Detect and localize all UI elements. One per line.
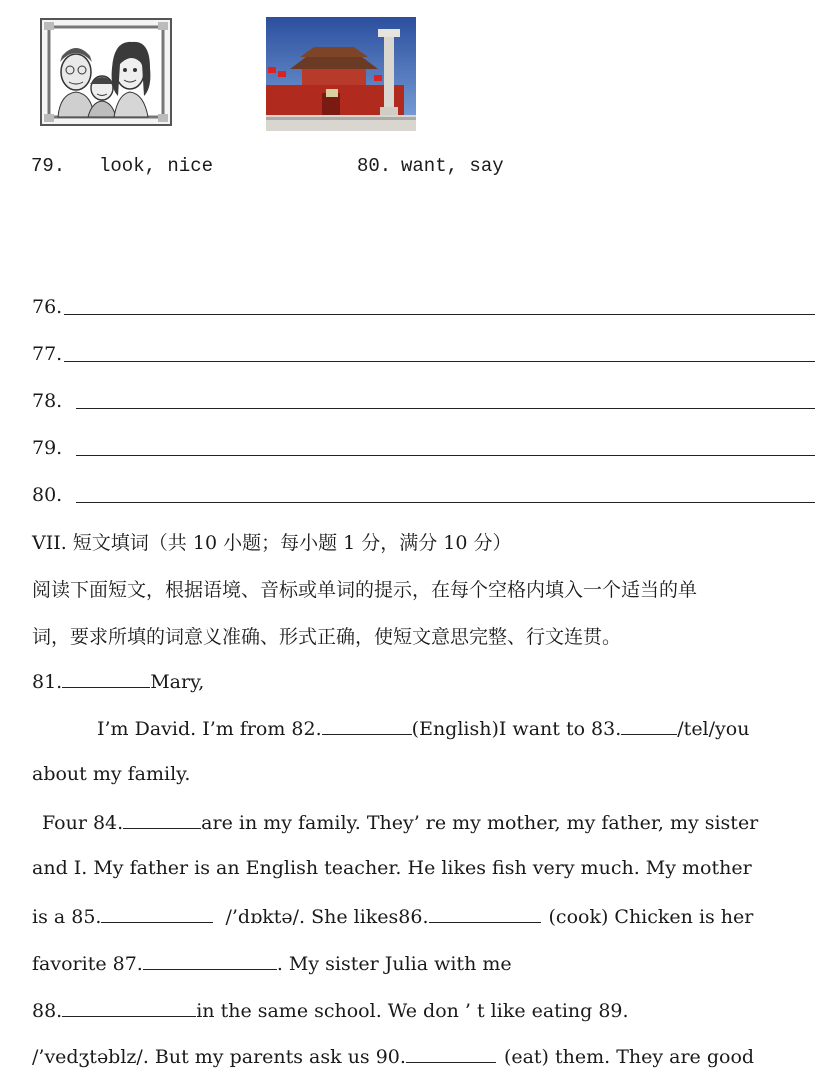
- caption-80-words: want, say: [401, 155, 504, 177]
- blank-85[interactable]: [101, 904, 213, 923]
- passage-text: I’m David. I’m from 82.: [97, 718, 322, 740]
- passage-line: [32, 951, 512, 975]
- passage-text: in the same school. We don ’ t like eating 89.: [196, 1000, 629, 1022]
- caption-79-words: look, nice: [99, 155, 214, 177]
- passage-line: [32, 1044, 754, 1068]
- blank-90[interactable]: [406, 1044, 496, 1063]
- answer-line-number: 78.: [32, 390, 63, 412]
- passage-text: /tel/you: [677, 718, 750, 740]
- blank-84[interactable]: [123, 810, 201, 829]
- passage-text: (English)I want to 83.: [411, 718, 622, 740]
- passage-text: . My sister Julia with me: [276, 953, 512, 975]
- passage-text: is a 85.: [32, 906, 102, 928]
- caption-79-number: 79.: [31, 155, 66, 177]
- passage-line: [32, 904, 753, 928]
- answer-line-number: 76.: [32, 296, 63, 318]
- answer-line-79[interactable]: [76, 455, 815, 456]
- passage-line: [42, 810, 758, 834]
- passage-line: [32, 669, 204, 693]
- blank-number: 81.: [32, 671, 63, 693]
- passage-text: /’vedʒtəblz/. But my parents ask us 90.: [32, 1046, 406, 1068]
- passage-text: (eat) them. They are good: [503, 1046, 755, 1068]
- answer-line-number: 80.: [32, 484, 63, 506]
- blank-87[interactable]: [143, 951, 277, 970]
- passage-text: /’dɒktə/. She likes86.: [225, 906, 429, 928]
- section-instruction: 词，要求所填的词意义准确、形式正确，使短文意思完整、行文连贯。: [32, 626, 622, 648]
- answer-line-77[interactable]: [64, 361, 815, 362]
- blank-83[interactable]: [621, 716, 677, 735]
- blank-86[interactable]: [429, 904, 541, 923]
- blank-88[interactable]: [62, 998, 196, 1017]
- answer-line-78[interactable]: [76, 408, 815, 409]
- tiananmen-photo: [266, 17, 416, 131]
- blank-number: 88.: [32, 1000, 63, 1022]
- section-instruction: 阅读下面短文，根据语境、音标或单词的提示，在每个空格内填入一个适当的单: [32, 579, 698, 601]
- caption-80-number: 80.: [357, 155, 392, 177]
- answer-line-number: 79.: [32, 437, 63, 459]
- passage-line: [97, 716, 749, 740]
- passage-text: are in my family. They’ re my mother, my father, my sister: [201, 812, 759, 834]
- passage-line: and I. My father is an English teacher. He likes fish very much. My mother: [32, 857, 752, 879]
- passage-text: (cook) Chicken is her: [548, 906, 754, 928]
- passage-line: [32, 998, 629, 1022]
- passage-text: Mary,: [150, 671, 205, 693]
- blank-82[interactable]: [322, 716, 412, 735]
- family-cartoon-image: [40, 18, 172, 126]
- blank-81[interactable]: [62, 669, 150, 688]
- passage-text: Four 84.: [42, 812, 124, 834]
- passage-text: favorite 87.: [32, 953, 143, 975]
- answer-line-80[interactable]: [76, 502, 815, 503]
- passage-line: about my family.: [32, 763, 191, 785]
- answer-line-number: 77.: [32, 343, 63, 365]
- section-title: VII. 短文填词（共 10 小题；每小题 1 分，满分 10 分）: [32, 532, 512, 554]
- answer-line-76[interactable]: [64, 314, 815, 315]
